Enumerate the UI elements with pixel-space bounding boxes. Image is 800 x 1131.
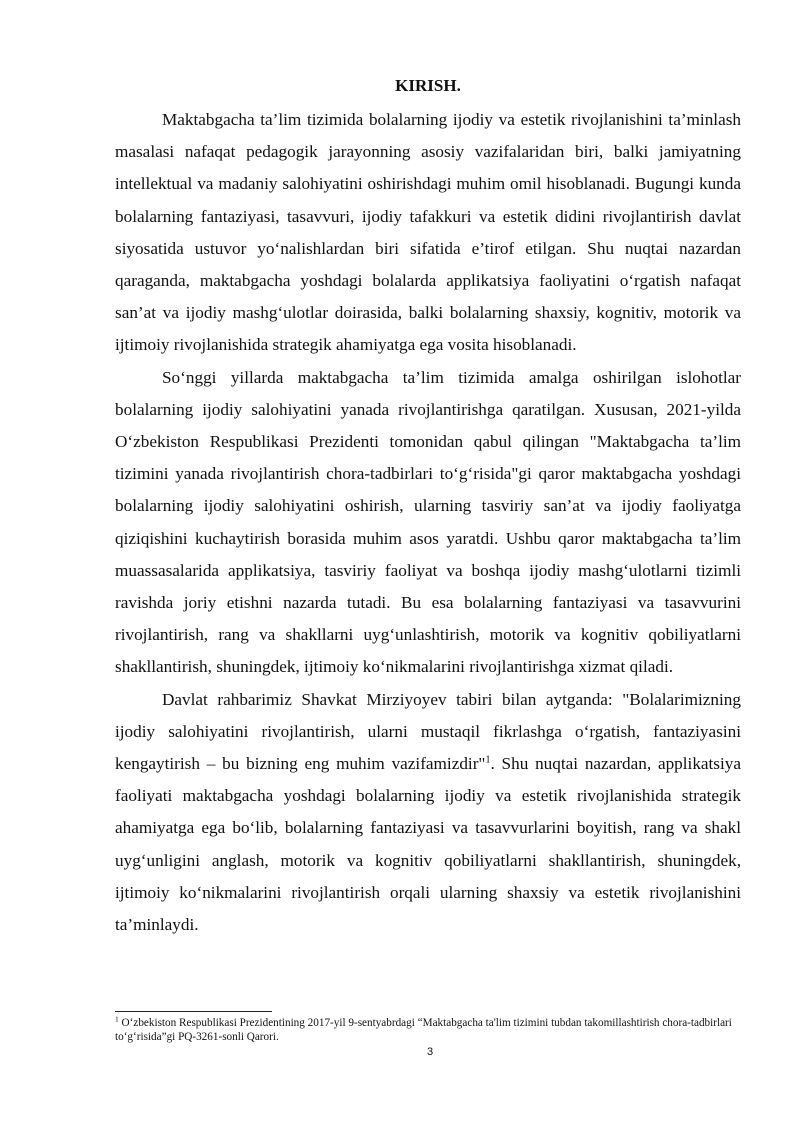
paragraph-3-text-continued: . Shu nuqtai nazardan, applikatsiya faoliyati maktabgacha yoshdagi bolalarning ijodiy va estetik rivojlanishida strategik ahamiyatga ega bo‘lib, bolalarning fantaziyasi va tasavvurlarini boyitish, rang va shakl uyg‘unligini anglash, motorik va kognitiv qobiliyatlarni shakllantirish, shuningdek, ijtimoiy ko‘nikmalarini rivojlantirish orqali ularning shaxsiy va estetik rivojlanishini ta’minlaydi.	[115, 754, 741, 935]
page-number: 3	[426, 1046, 434, 1058]
footnote-reference[interactable]: 1	[485, 754, 491, 766]
page-title: KIRISH.	[395, 76, 461, 95]
paragraph-2: So‘nggi yillarda maktabgacha ta’lim tizimida amalga oshirilgan islohotlar bolalarning ijodiy salohiyatini yanada rivojlantirishga qaratilgan. Xususan, 2021-yilda O‘zbekiston Respublikasi Prezidenti tomonidan qabul qilingan "Maktabgacha ta’lim tizimini yanada rivojlantirish chora-tadbirlari to‘g‘risida"gi qaror maktabgacha yoshdagi bolalarning ijodiy salohiyatini oshirish, ularning tasviriy san’at va ijodiy faoliyatga qiziqishini kuchaytirish borasida muhim asos yaratdi. Ushbu qaror maktabgacha ta’lim muassasalarida applikatsiya, tasviriy faoliyat va boshqa ijodiy mashg‘ulotlarni tizimli ravishda joriy etishni nazarda tutadi. Bu esa bolalarning fantaziyasi va tasavvurini rivojlantirish, rang va shakllarni uyg‘unlashtirish, motorik va kognitiv qobiliyatlarni shakllantirish, shuningdek, ijtimoiy ko‘nikmalarini rivojlantirishga xizmat qiladi.	[115, 367, 741, 677]
paragraph-3	[115, 684, 741, 942]
paragraph-3-text: Davlat rahbarimiz Shavkat Mirziyoyev tabiri bilan aytganda: "Bolalarimizning ijodiy salohiyatini rivojlantirish, ularni mustaqil fikrlashga o‘rgatish, fantaziyasini kengaytirish – bu bizning eng muhim vazifamizdir"	[115, 689, 741, 774]
footnote	[115, 1016, 741, 1044]
paragraph-1: Maktabgacha ta’lim tizimida bolalarning ijodiy va estetik rivojlanishini ta’minlash masalasi nafaqat pedagogik jarayonning asosiy vazifalaridan biri, balki jamiyatning intellektual va madaniy salohiyatini oshirishdagi muhim omil hisoblanadi. Bugungi kunda bolalarning fantaziyasi, tasavvuri, ijodiy tafakkuri va estetik didini rivojlantirish davlat siyosatida ustuvor yo‘nalishlardan biri sifatida e’tirof etilgan. Shu nuqtai nazardan qaraganda, maktabgacha yoshdagi bolalarda applikatsiya faoliyatini o‘rgatish nafaqat san’at va ijodiy mashg‘ulotlar doirasida, balki bolalarning shaxsiy, kognitiv, motorik va ijtimoiy rivojlanishida strategik ahamiyatga ega vosita hisoblanadi.	[115, 110, 741, 355]
footnote-marker: 1	[115, 1014, 119, 1024]
footnote-separator	[115, 1011, 272, 1012]
footnote-text: O‘zbekiston Respublikasi Prezidentining 2017-yil 9-sentyabrdagi “Maktabgacha ta'lim tizimini tubdan takomillashtirish chora-tadbirlari to‘g‘risida”gi PQ-3261-sonli Qarori.	[115, 1017, 732, 1043]
body-text	[115, 104, 741, 941]
